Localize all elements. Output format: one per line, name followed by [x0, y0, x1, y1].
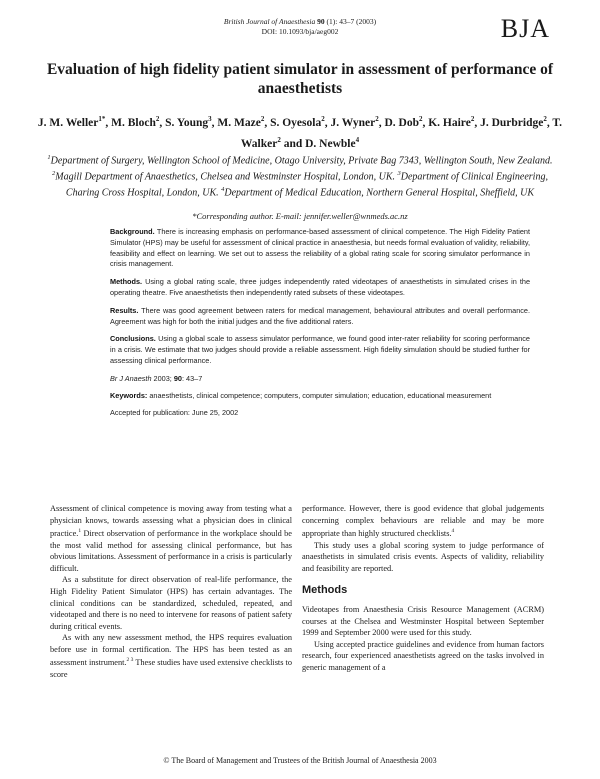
- copyright-footer: © The Board of Management and Trustees of the British Journal of Anaesthesia 2003: [163, 756, 437, 765]
- reference-marker[interactable]: 2 3: [126, 657, 134, 664]
- abstract-keywords: Keywords: anaesthetists, clinical competence; computers, computer simulation; education, educational measurement: [110, 390, 492, 400]
- author: S. Oyesola$^2$: [270, 115, 325, 129]
- author: K. Haire$^2$: [428, 115, 475, 129]
- body-paragraph: Videotapes from Anaesthesia Crisis Resource Management (ACRM) courses at the Chelsea and Westminster Hospital between September 1999 and September 2000 were used for this study.: [302, 604, 544, 638]
- affiliation: Magill Department of Anaesthetics, Chelsea and Westminster Hospital, London, UK.: [55, 171, 395, 183]
- body-paragraph: performance. However, there is good evidence that global judgements concerning complex behaviours are reliable and may be more appropriate than highly structured checklists.$^4$: [302, 504, 544, 538]
- body-paragraph: As a substitute for direct observation of real-life performance, the High Fidelity Patient Simulator (HPS) has certain advantages. The clinical conditions can be standardized, scheduled, repeated, and videotaped and there is no need to intervene for reasons of patient safety during critical events.: [50, 575, 292, 631]
- author: J. Wyner$^2$: [330, 115, 379, 129]
- reference-marker[interactable]: 4: [451, 528, 455, 535]
- abstract-methods: Methods. Using a global rating scale, three judges independently rated videotapes of anaesthetists in simulated crises in the operating theatre. Five anaesthetists then independently rated subsets of these videotapes.: [110, 277, 531, 297]
- body-left-column: [50, 503, 292, 680]
- doi: DOI: 10.1093/bja/aeg002: [261, 27, 339, 36]
- corresponding-author: *Corresponding author. E-mail: jennifer.weller@wnmeds.ac.nz: [192, 211, 408, 221]
- author: S. Young$^3$: [165, 115, 212, 129]
- body-paragraph: Assessment of clinical competence is moving away from testing what a physician knows, towards assessing what a physician does in clinical practice.$^1$ Direct observation of performance in the workplace should be the most valid method for assessing clinical performance, but has obvious limitations. Assessment of performance in a crisis is particularly difficult.: [50, 504, 292, 573]
- journal-issue-pages: (1): 43–7 (2003): [324, 17, 377, 26]
- affiliation: Department of Medical Education, Northern General Hospital, Sheffield, UK: [224, 186, 535, 198]
- author: D. Newble$^4$: [305, 135, 360, 150]
- abstract: [110, 227, 530, 426]
- author: J. Durbridge$^2$: [480, 115, 547, 129]
- methods-heading: Methods: [302, 584, 348, 597]
- bja-logo: BJA: [500, 14, 550, 43]
- body-paragraph: As with any new assessment method, the HPS requires evaluation before use in formal certification. The HPS has been tested as an assessment instrument.$^{2 3}$ These studies have used extensive checklists to score: [50, 633, 292, 679]
- body-paragraph: This study uses a global scoring system to judge performance of anaesthetists in simulated crisis events. Aspects of validity, reliability and feasibility are reported.: [302, 540, 544, 573]
- abstract-conclusions: Conclusions. Using a global scale to assess simulator performance, we found good inter-rater reliability for scoring performance in a crisis. We estimate that two judges should provide a reliable assessment. High fidelity simulation should be studied further for assessing clinical performance.: [110, 334, 530, 365]
- abstract-citation: Br J Anaesth 2003; 90: 43–7: [110, 373, 203, 383]
- abstract-results: Results. There was good agreement between raters for medical management, behavioural attributes and overall performance. Agreement was high for both the initial judges and the five additional raters.: [110, 305, 530, 326]
- body-right-column: [302, 503, 544, 673]
- affiliations: $^1$Department of Surgery, Wellington School of Medicine, Otago University, Private Bag 7343, Wellington South, New Zealand. $^2$Magill Department of Anaesthetics, Chelsea and Westminster Hospital, London, UK. $^3$Department of Clinical Engineering, Charing Cross Hospital, London, UK. $^4$Department of Medical Education, Northern General Hospital, Sheffield, UK: [47, 154, 553, 198]
- author: D. Dob$^2$: [384, 115, 423, 129]
- reference-marker[interactable]: 1: [78, 528, 82, 535]
- author: J. M. Weller$^{1*}$: [37, 115, 106, 129]
- author: T. Walker$^2$: [240, 116, 563, 150]
- journal-volume: 90: [317, 17, 325, 26]
- author-list: J. M. Weller$^{1*}$, M. Bloch$^2$, S. Young$^3$, M. Maze$^2$, S. Oyesola$^2$, J. Wyner$^2$, D. Dob$^2$, K. Haire$^2$, J. Durbridge$^2$, T. Walker$^2$ and D. Newble$^4$: [37, 115, 563, 150]
- affiliation: Department of Clinical Engineering, Charing Cross Hospital, London, UK.: [65, 171, 548, 198]
- journal-name: British Journal of Anaesthesia: [223, 17, 316, 26]
- body-paragraph: Using accepted practice guidelines and evidence from human factors research, four experienced anaesthetists agreed on the tasks involved in generic management of a: [302, 639, 544, 672]
- abstract-background: Background. There is increasing emphasis on performance-based assessment of clinical competence. The High Fidelity Patient Simulator (HPS) may be useful for assessment of clinical practice in anaesthesia, but needs formal evaluation of validity, reliability, feasibility and effect on learning. We set out to assess the reliability of a global rating scale for scoring simulator performance in crisis management.: [110, 227, 530, 269]
- article-title: Evaluation of high fidelity patient simulator in assessment of performance of anaesthetists: [46, 61, 554, 97]
- author: M. Bloch$^2$: [111, 115, 160, 129]
- affiliation: Department of Surgery, Wellington School of Medicine, Otago University, Private Bag 7343, Wellington South, New Zealand.: [50, 155, 553, 167]
- accepted-date: Accepted for publication: June 25, 2002: [110, 408, 239, 418]
- author: M. Maze$^2$: [217, 115, 265, 129]
